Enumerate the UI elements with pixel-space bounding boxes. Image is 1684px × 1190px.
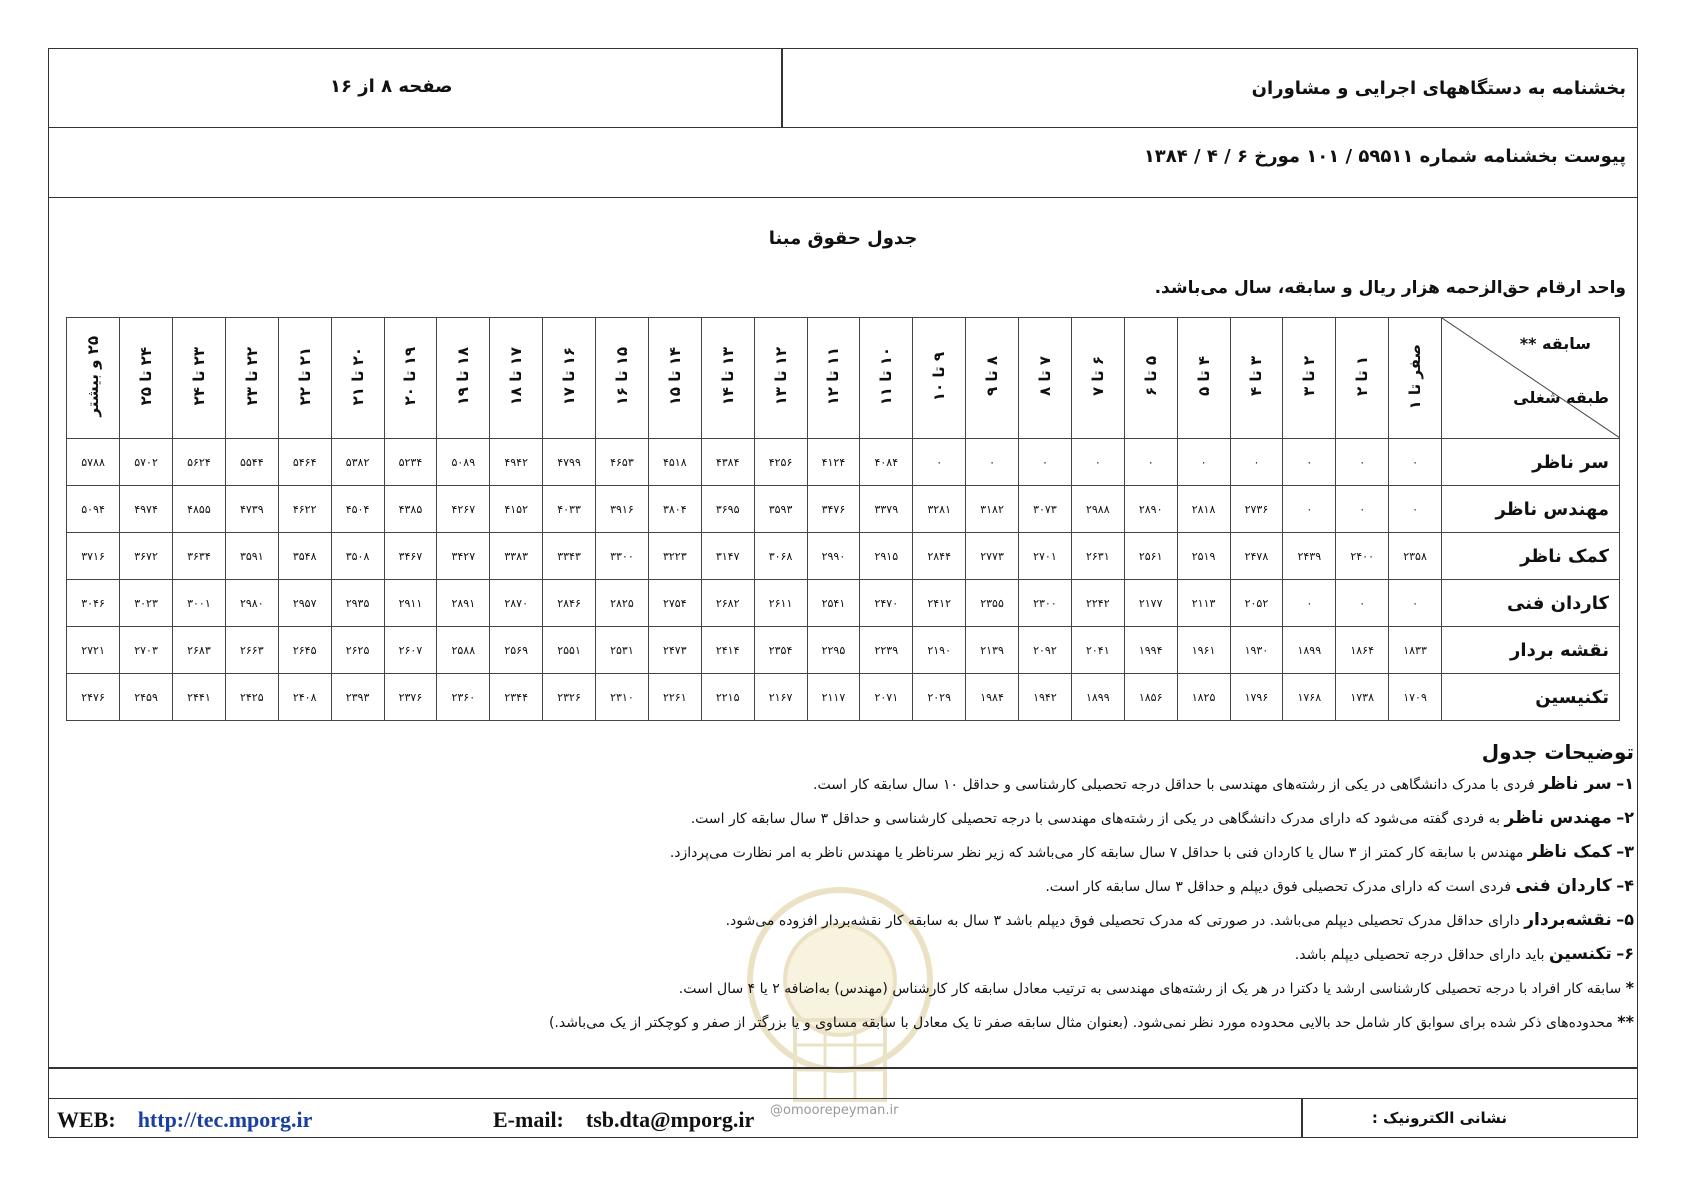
salary-cell: ۵۲۳۴: [384, 439, 437, 486]
watermark-domain: @omoorepeyman.ir: [770, 1103, 899, 1118]
experience-range-label: ۱ تا ۲: [1353, 356, 1372, 397]
email-label: E-mail:: [493, 1107, 564, 1132]
experience-range-label: ۹ تا ۱۰: [930, 351, 949, 402]
note-number: ۳–: [1616, 842, 1634, 861]
page-header: [48, 48, 1638, 128]
experience-range-label: ۲ تا ۳: [1300, 356, 1319, 397]
salary-cell: ۲۹۸۸: [1071, 486, 1124, 533]
salary-cell: ۲۹۱۵: [860, 533, 913, 580]
salary-cell: ۱۷۰۹: [1389, 674, 1442, 721]
salary-cell: ۴۵۱۸: [648, 439, 701, 486]
salary-cell: ۲۲۳۹: [860, 627, 913, 674]
salary-cell: ۱۹۹۴: [1124, 627, 1177, 674]
salary-cell: ۲۵۱۹: [1177, 533, 1230, 580]
experience-range-header: [1177, 318, 1230, 439]
note-text: دارای حداقل مدرک تحصیلی دیپلم می‌باشد. در صورتی که مدرک تحصیلی فوق دیپلم باشد ۳ سال به سابقه کار نقشه‌بردار افزوده می‌شود.: [725, 913, 1525, 929]
salary-cell: ۵۵۴۴: [225, 439, 278, 486]
note-star-1: [74, 978, 1634, 999]
experience-range-header: [913, 318, 966, 439]
table-row: [67, 533, 1620, 580]
salary-cell: ۳۰۶۸: [754, 533, 807, 580]
salary-cell: ۳۰۲۳: [120, 580, 173, 627]
experience-range-header: [1019, 318, 1072, 439]
note-star-2-text: محدوده‌های ذکر شده برای سوابق کار شامل حد بالایی محدوده مورد نظر نمی‌شود. (بعنوان مثال سابقه صفر تا یک معادل با سابقه مساوی و یا بزرگتر از صفر و کوچکتر از یک می‌باشد.): [548, 1015, 1618, 1031]
experience-range-label: ۳ تا ۴: [1247, 356, 1266, 397]
salary-cell: ۳۲۲۳: [648, 533, 701, 580]
experience-range-header: [1389, 318, 1442, 439]
salary-cell: ۳۳۷۹: [860, 486, 913, 533]
job-class-label: کاردان فنی: [1442, 580, 1620, 627]
salary-cell: ۰: [1019, 439, 1072, 486]
salary-cell: ۲۹۵۷: [278, 580, 331, 627]
table-notes: [74, 740, 1634, 1046]
salary-cell: ۰: [1283, 486, 1336, 533]
salary-cell: ۵۶۲۴: [173, 439, 226, 486]
salary-cell: ۴۰۸۴: [860, 439, 913, 486]
experience-range-label: ۲۳ تا ۲۴: [189, 347, 208, 406]
circular-title: بخشنامه به دستگاههای اجرایی و مشاوران: [1251, 78, 1626, 99]
salary-cell: ۳۴۲۷: [437, 533, 490, 580]
experience-range-label: ۱۶ تا ۱۷: [560, 347, 579, 406]
salary-cell: ۳۵۰۸: [331, 533, 384, 580]
note-star-1-text: سابقه کار افراد با درجه تحصیلی کارشناسی ارشد یا دکترا در هر یک از رشته‌های مهندسی به ترتیب معادل سابقه کار کارشناس (مهندس) به‌اضافه ۲ یا ۴ سال است.: [678, 981, 1626, 997]
salary-cell: ۲۱۱۳: [1177, 580, 1230, 627]
salary-cell: ۰: [1071, 439, 1124, 486]
salary-cell: ۳۴۷۶: [807, 486, 860, 533]
table-row: [67, 674, 1620, 721]
experience-range-header: [67, 318, 120, 439]
note-term: کاردان فنی: [1515, 876, 1612, 896]
salary-cell: ۴۰۳۳: [543, 486, 596, 533]
experience-range-label: ۱۰ تا ۱۱: [877, 347, 896, 406]
salary-cell: ۵۷۸۸: [67, 439, 120, 486]
note-star-2: [74, 1012, 1634, 1033]
salary-cell: ۳۰۴۶: [67, 580, 120, 627]
experience-range-label: صفر تا ۱: [1406, 343, 1425, 410]
salary-cell: ۴۹۷۴: [120, 486, 173, 533]
salary-cell: ۲۷۲۱: [67, 627, 120, 674]
attachment-header: [48, 128, 1638, 198]
salary-cell: ۲۱۳۹: [966, 627, 1019, 674]
experience-range-header: [1124, 318, 1177, 439]
experience-range-label: ۲۴ تا ۲۵: [137, 347, 156, 406]
salary-cell: ۲۸۹۱: [437, 580, 490, 627]
salary-cell: ۳۱۴۷: [701, 533, 754, 580]
salary-cell: ۲۷۷۳: [966, 533, 1019, 580]
experience-range-label: ۷ تا ۸: [1035, 356, 1054, 397]
salary-cell: ۲۰۹۲: [1019, 627, 1072, 674]
note-text: باید دارای حداقل درجه تحصیلی دیپلم باشد.: [1294, 947, 1550, 963]
table-body: [67, 439, 1620, 721]
experience-range-label: ۵ تا ۶: [1141, 356, 1160, 397]
salary-cell: ۱۷۶۸: [1283, 674, 1336, 721]
footer-divider: [1301, 1099, 1303, 1137]
job-class-label: تکنیسین: [1442, 674, 1620, 721]
salary-cell: ۴۹۴۲: [490, 439, 543, 486]
note-term: مهندس ناظر: [1504, 808, 1612, 828]
salary-cell: ۳۳۴۳: [543, 533, 596, 580]
salary-cell: ۰: [1283, 580, 1336, 627]
experience-range-header: [648, 318, 701, 439]
salary-cell: ۱۸۲۵: [1177, 674, 1230, 721]
table-row: [67, 486, 1620, 533]
table-row: [67, 439, 1620, 486]
salary-cell: ۴۷۹۹: [543, 439, 596, 486]
table-corner-cell: [1442, 318, 1620, 439]
experience-range-header: [1283, 318, 1336, 439]
salary-cell: ۱۹۸۴: [966, 674, 1019, 721]
salary-cell: ۳۴۶۷: [384, 533, 437, 580]
salary-cell: ۲۱۱۷: [807, 674, 860, 721]
salary-cell: ۲۳۲۶: [543, 674, 596, 721]
table-title: جدول حقوق مبنا: [768, 228, 918, 249]
salary-cell: ۲۴۱۴: [701, 627, 754, 674]
salary-cell: ۳۵۹۱: [225, 533, 278, 580]
table-header-row: [67, 318, 1620, 439]
salary-cell: ۲۶۰۷: [384, 627, 437, 674]
salary-cell: ۰: [1389, 580, 1442, 627]
experience-range-header: [701, 318, 754, 439]
salary-cell: ۳۳۰۰: [596, 533, 649, 580]
experience-range-label: ۴ تا ۵: [1194, 356, 1213, 397]
salary-cell: ۲۲۶۱: [648, 674, 701, 721]
experience-range-header: [754, 318, 807, 439]
salary-cell: ۰: [966, 439, 1019, 486]
salary-cell: ۴۶۵۳: [596, 439, 649, 486]
footer-separator: [48, 1067, 1638, 1069]
salary-cell: ۲۳۶۰: [437, 674, 490, 721]
salary-cell: ۲۶۸۳: [173, 627, 226, 674]
experience-range-label: ۲۰ تا ۲۱: [348, 347, 367, 406]
salary-cell: ۴۵۰۴: [331, 486, 384, 533]
salary-cell: ۰: [1336, 580, 1389, 627]
salary-cell: ۲۴۳۹: [1283, 533, 1336, 580]
salary-cell: ۵۴۶۴: [278, 439, 331, 486]
experience-range-header: [807, 318, 860, 439]
salary-cell: ۲۹۱۱: [384, 580, 437, 627]
salary-cell: ۲۶۳۱: [1071, 533, 1124, 580]
salary-cell: ۲۵۵۱: [543, 627, 596, 674]
header-divider: [781, 48, 783, 128]
salary-cell: ۳۹۱۶: [596, 486, 649, 533]
note-text: به فردی گفته می‌شود که دارای مدرک دانشگاهی در یکی از رشته‌های مهندسی با درجه تحصیلی کارشناسی و حداقل ۳ سال سابقه کار است.: [690, 811, 1505, 827]
salary-cell: ۲۵۶۱: [1124, 533, 1177, 580]
salary-cell: ۴۲۶۷: [437, 486, 490, 533]
salary-cell: ۰: [1177, 439, 1230, 486]
salary-cell: ۲۳۰۰: [1019, 580, 1072, 627]
salary-cell: ۲۷۵۴: [648, 580, 701, 627]
experience-range-header: [225, 318, 278, 439]
note-text: مهندس با سابقه کار کمتر از ۳ سال یا کاردان فنی با حداقل ۷ سال سابقه کار می‌باشد که زیر نظر سرناظر یا مهندس ناظر به امر نظارت می‌پردازد.: [669, 845, 1528, 861]
salary-cell: ۲۲۴۲: [1071, 580, 1124, 627]
salary-cell: ۳۳۸۳: [490, 533, 543, 580]
salary-cell: ۲۴۵۹: [120, 674, 173, 721]
notes-list: [74, 774, 1634, 965]
note-term: سر ناظر: [1539, 774, 1612, 794]
experience-range-label: ۱۲ تا ۱۳: [771, 347, 790, 406]
salary-cell: ۳۸۰۴: [648, 486, 701, 533]
corner-experience-label: سابقه **: [1519, 334, 1591, 353]
note-number: ۴–: [1616, 876, 1634, 895]
salary-cell: ۰: [1124, 439, 1177, 486]
salary-cell: ۲۵۶۹: [490, 627, 543, 674]
salary-cell: ۵۰۹۴: [67, 486, 120, 533]
salary-cell: ۰: [1336, 486, 1389, 533]
salary-cell: ۰: [1389, 486, 1442, 533]
salary-cell: ۲۴۰۸: [278, 674, 331, 721]
salary-cell: ۲۰۵۲: [1230, 580, 1283, 627]
salary-cell: ۲۰۷۱: [860, 674, 913, 721]
salary-cell: ۳۰۷۳: [1019, 486, 1072, 533]
experience-range-label: ۱۷ تا ۱۸: [507, 347, 526, 406]
salary-cell: ۲۴۷۶: [67, 674, 120, 721]
experience-range-header: [384, 318, 437, 439]
experience-range-header: [860, 318, 913, 439]
experience-range-header: [437, 318, 490, 439]
salary-cell: ۲۸۱۸: [1177, 486, 1230, 533]
experience-range-label: ۲۵ و بیشتر: [84, 336, 103, 417]
salary-cell: ۲۴۷۳: [648, 627, 701, 674]
note-item: [74, 774, 1634, 795]
salary-cell: ۲۸۹۰: [1124, 486, 1177, 533]
salary-cell: ۲۷۳۶: [1230, 486, 1283, 533]
salary-cell: ۲۶۴۵: [278, 627, 331, 674]
table-row: [67, 580, 1620, 627]
note-number: ۲–: [1616, 808, 1634, 827]
experience-range-label: ۱۸ تا ۱۹: [454, 347, 473, 406]
note-star-1-mark: *: [1625, 978, 1634, 997]
salary-cell: ۳۱۸۲: [966, 486, 1019, 533]
salary-cell: ۲۵۸۸: [437, 627, 490, 674]
note-item: [74, 808, 1634, 829]
salary-cell: ۱۸۹۹: [1283, 627, 1336, 674]
page-number: صفحه ۸ از ۱۶: [330, 76, 453, 97]
salary-cell: ۲۴۲۵: [225, 674, 278, 721]
experience-range-label: ۱۴ تا ۱۵: [665, 347, 684, 406]
salary-cell: ۲۲۹۵: [807, 627, 860, 674]
salary-cell: ۱۸۳۳: [1389, 627, 1442, 674]
experience-range-header: [1230, 318, 1283, 439]
experience-range-label: ۱۳ تا ۱۴: [718, 347, 737, 406]
note-term: کمک ناظر: [1527, 842, 1612, 862]
email-address: [493, 1107, 754, 1133]
base-salary-table: [66, 317, 1620, 721]
salary-cell: ۲۹۸۰: [225, 580, 278, 627]
salary-cell: ۲۶۸۲: [701, 580, 754, 627]
salary-cell: ۲۱۹۰: [913, 627, 966, 674]
table-row: [67, 627, 1620, 674]
salary-cell: ۳۰۰۱: [173, 580, 226, 627]
experience-range-header: [278, 318, 331, 439]
salary-cell: ۲۳۴۴: [490, 674, 543, 721]
note-number: ۶–: [1616, 944, 1634, 963]
salary-cell: ۱۹۳۰: [1230, 627, 1283, 674]
job-class-label: مهندس ناظر: [1442, 486, 1620, 533]
salary-cell: ۴۲۵۶: [754, 439, 807, 486]
note-item: [74, 876, 1634, 897]
salary-cell: ۲۳۵۴: [754, 627, 807, 674]
salary-cell: ۲۰۲۹: [913, 674, 966, 721]
salary-cell: ۲۶۱۱: [754, 580, 807, 627]
salary-cell: ۰: [1389, 439, 1442, 486]
salary-cell: ۲۱۶۷: [754, 674, 807, 721]
salary-cell: ۱۷۳۸: [1336, 674, 1389, 721]
experience-range-label: ۶ تا ۷: [1088, 356, 1107, 397]
salary-cell: ۲۶۲۵: [331, 627, 384, 674]
salary-cell: ۳۲۸۱: [913, 486, 966, 533]
experience-range-header: [1071, 318, 1124, 439]
email-link[interactable]: tsb.dta@mporg.ir: [585, 1107, 755, 1132]
salary-cell: ۳۷۱۶: [67, 533, 120, 580]
salary-cell: ۲۶۶۳: [225, 627, 278, 674]
experience-range-header: [173, 318, 226, 439]
notes-heading: توضیحات جدول: [1481, 740, 1634, 764]
salary-cell: ۳۶۹۵: [701, 486, 754, 533]
salary-cell: ۱۹۴۲: [1019, 674, 1072, 721]
salary-cell: ۱۸۵۶: [1124, 674, 1177, 721]
note-text: فردی با مدرک دانشگاهی در یکی از رشته‌های مهندسی با حداقل درجه تحصیلی کارشناسی و حداقل ۱۰ سال سابقه کار است.: [813, 777, 1540, 793]
web-label: WEB:: [57, 1107, 116, 1132]
salary-cell: ۲۳۹۳: [331, 674, 384, 721]
corner-job-class-label: طبقه شغلی: [1513, 388, 1609, 407]
salary-cell: ۲۴۱۲: [913, 580, 966, 627]
salary-cell: ۱۷۹۶: [1230, 674, 1283, 721]
salary-cell: ۲۸۴۴: [913, 533, 966, 580]
salary-cell: ۰: [1230, 439, 1283, 486]
note-term: تکنسین: [1549, 944, 1612, 964]
salary-cell: ۴۸۵۵: [173, 486, 226, 533]
note-number: ۵–: [1616, 910, 1634, 929]
experience-range-header: [490, 318, 543, 439]
experience-range-label: ۲۲ تا ۲۳: [242, 347, 261, 406]
salary-cell: ۲۳۵۵: [966, 580, 1019, 627]
salary-cell: ۲۴۷۰: [860, 580, 913, 627]
note-star-2-mark: **: [1617, 1012, 1634, 1031]
note-term: نقشه‌بردار: [1524, 910, 1612, 930]
note-item: [74, 944, 1634, 965]
salary-cell: ۵۰۸۹: [437, 439, 490, 486]
salary-cell: ۲۸۷۰: [490, 580, 543, 627]
salary-cell: ۲۴۷۸: [1230, 533, 1283, 580]
experience-range-header: [543, 318, 596, 439]
note-text: فردی است که دارای مدرک تحصیلی فوق دیپلم و حداقل ۳ سال سابقه کار است.: [1045, 879, 1516, 895]
experience-range-label: ۱۹ تا ۲۰: [401, 347, 420, 406]
salary-cell: ۲۱۷۷: [1124, 580, 1177, 627]
salary-cell: ۱۸۶۴: [1336, 627, 1389, 674]
job-class-label: نقشه بردار: [1442, 627, 1620, 674]
page-footer: [48, 1098, 1638, 1138]
salary-cell: ۱۸۹۹: [1071, 674, 1124, 721]
experience-range-label: ۸ تا ۹: [983, 356, 1002, 397]
salary-cell: ۴۷۳۹: [225, 486, 278, 533]
salary-cell: ۳۶۳۴: [173, 533, 226, 580]
salary-cell: ۲۳۷۶: [384, 674, 437, 721]
experience-range-header: [1336, 318, 1389, 439]
experience-range-header: [331, 318, 384, 439]
salary-cell: ۴۳۸۴: [701, 439, 754, 486]
salary-cell: ۲۵۴۱: [807, 580, 860, 627]
salary-cell: ۲۳۵۸: [1389, 533, 1442, 580]
salary-cell: ۲۰۴۱: [1071, 627, 1124, 674]
job-class-label: کمک ناظر: [1442, 533, 1620, 580]
experience-range-label: ۲۱ تا ۲۲: [295, 347, 314, 406]
web-link[interactable]: http://tec.mporg.ir: [137, 1107, 313, 1132]
salary-cell: ۳۵۴۸: [278, 533, 331, 580]
salary-cell: ۲۹۳۵: [331, 580, 384, 627]
salary-cell: ۰: [1336, 439, 1389, 486]
salary-cell: ۲۲۱۵: [701, 674, 754, 721]
salary-cell: ۲۳۱۰: [596, 674, 649, 721]
job-class-label: سر ناظر: [1442, 439, 1620, 486]
experience-range-header: [966, 318, 1019, 439]
salary-cell: ۲۸۴۶: [543, 580, 596, 627]
note-item: [74, 842, 1634, 863]
salary-cell: ۴۶۲۲: [278, 486, 331, 533]
attachment-reference: پیوست بخشنامه شماره ۵۹۵۱۱ / ۱۰۱ مورخ ۶ / ۴ / ۱۳۸۴: [1143, 146, 1626, 167]
salary-cell: ۳۶۷۲: [120, 533, 173, 580]
salary-cell: ۲۷۰۳: [120, 627, 173, 674]
experience-range-label: ۱۱ تا ۱۲: [824, 347, 843, 406]
salary-cell: ۰: [1283, 439, 1336, 486]
experience-range-header: [120, 318, 173, 439]
unit-note: واحد ارقام حق‌الزحمه هزار ریال و سابقه، سال می‌باشد.: [1154, 278, 1626, 298]
salary-cell: ۵۳۸۲: [331, 439, 384, 486]
electronic-address-label: نشانی الکترونیک :: [1371, 1109, 1507, 1127]
salary-cell: ۵۷۰۲: [120, 439, 173, 486]
salary-cell: ۲۹۹۰: [807, 533, 860, 580]
experience-range-header: [596, 318, 649, 439]
salary-cell: ۲۴۰۰: [1336, 533, 1389, 580]
note-number: ۱–: [1616, 774, 1634, 793]
salary-cell: ۱۹۶۱: [1177, 627, 1230, 674]
salary-cell: ۳۵۹۳: [754, 486, 807, 533]
web-address: [57, 1107, 312, 1133]
salary-cell: ۰: [913, 439, 966, 486]
salary-cell: ۴۱۲۴: [807, 439, 860, 486]
experience-range-label: ۱۵ تا ۱۶: [612, 347, 631, 406]
salary-cell: ۲۴۴۱: [173, 674, 226, 721]
note-item: [74, 910, 1634, 931]
salary-cell: ۴۱۵۲: [490, 486, 543, 533]
salary-cell: ۲۵۳۱: [596, 627, 649, 674]
salary-cell: ۲۸۲۵: [596, 580, 649, 627]
salary-cell: ۲۷۰۱: [1019, 533, 1072, 580]
salary-cell: ۴۳۸۵: [384, 486, 437, 533]
